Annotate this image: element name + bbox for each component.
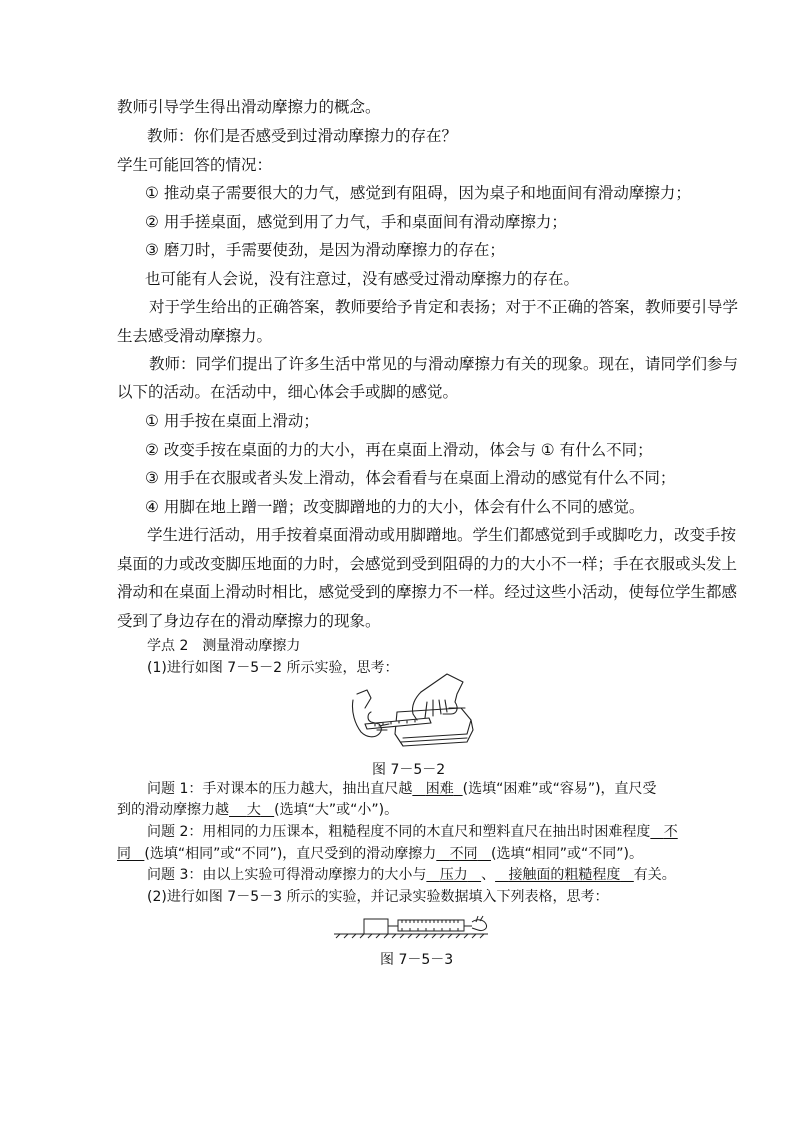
answer-blank — [412, 781, 462, 797]
question-text: (选填“相同”或“不同”)。 — [491, 846, 643, 862]
answer-text: 同 — [117, 846, 131, 862]
question-2-line-2 — [117, 845, 643, 863]
list-item: ③ 用手在衣服或者头发上滑动，体会看看与在桌面上滑动的感觉有什么不同； — [145, 469, 676, 487]
answer-blank — [436, 846, 491, 862]
paragraph: (1)进行如图 7－5－2 所示实验，思考： — [147, 660, 399, 676]
answer-text: 不同 — [449, 846, 478, 862]
paragraph: 教师：你们是否感受到过滑动摩擦力的存在？ — [147, 127, 458, 145]
question-text: (选填“大”或“小”)。 — [274, 802, 399, 818]
paragraph: (2)进行如图 7－5－3 所示的实验，并记录实验数据填入下列表格，思考： — [147, 889, 609, 905]
section-heading: 学点 2 测量滑动摩擦力 — [147, 638, 301, 654]
answer-blank — [229, 802, 274, 818]
list-item: ② 用手搓桌面，感觉到用了力气，手和桌面间有滑动摩擦力； — [145, 213, 567, 231]
question-text: 有关。 — [633, 867, 676, 883]
answer-text: 不 — [663, 824, 678, 840]
question-1-line-1 — [147, 780, 657, 798]
paragraph: 对于学生给出的正确答案，教师要给予肯定和表扬；对于不正确的答案，教师要引导学 — [149, 298, 739, 316]
paragraph: 学生进行活动，用手按着桌面滑动或用脚蹭地。学生们都感觉到手或脚吃力，改变手按 — [147, 526, 737, 544]
question-2-line-1 — [147, 823, 678, 841]
block-spring-scale-illustration — [332, 910, 492, 942]
list-item: ① 用手按在桌面上滑动； — [145, 412, 319, 430]
list-item: ④ 用脚在地上蹭一蹭；改变脚蹭地的力的大小，体会有什么不同的感觉。 — [145, 498, 645, 516]
paragraph: 也可能有人会说，没有注意过，没有感受过滑动摩擦力的存在。 — [145, 270, 580, 288]
answer-text: 压力 — [439, 867, 468, 883]
question-text: 到的滑动摩擦力越 — [117, 802, 229, 818]
question-text: 问题 1：手对课本的压力越大，抽出直尺越 — [147, 781, 413, 797]
list-item: ③ 磨刀时，手需要使劲，是因为滑动摩擦力的存在； — [145, 241, 505, 259]
list-item: ② 改变手按在桌面的力的大小，再在桌面上滑动，体会与 ① 有什么不同； — [145, 441, 653, 459]
figure-caption: 图 7－5－2 — [372, 762, 446, 778]
question-text: 问题 2：用相同的力压课本，粗糙程度不同的木直尺和塑料直尺在抽出时困难程度 — [147, 824, 651, 840]
paragraph: 受到了身边存在的滑动摩擦力的现象。 — [117, 612, 381, 630]
answer-blank — [495, 867, 634, 883]
paragraph: 以下的活动。在活动中，细心体会手或脚的感觉。 — [117, 383, 459, 401]
list-item: ① 推动桌子需要很大的力气，感觉到有阻碍，因为桌子和地面间有滑动摩擦力； — [145, 184, 691, 202]
question-text: (选填“相同”或“不同”)，直尺受到的滑动摩擦力 — [144, 846, 437, 862]
answer-blank — [426, 867, 481, 883]
paragraph: 教师：同学们提出了许多生活中常见的与滑动摩擦力有关的现象。现在，请同学们参与 — [149, 355, 739, 373]
answer-text: 大 — [246, 802, 261, 818]
paragraph: 桌面的力或改变脚压地面的力时，会感觉到受到阻碍的力的大小不一样；手在衣服或头发上 — [117, 555, 738, 573]
figure-caption: 图 7－5－3 — [380, 952, 454, 968]
answer-blank — [650, 824, 677, 840]
paragraph: 教师引导学生得出滑动摩擦力的概念。 — [117, 98, 381, 116]
answer-blank — [117, 846, 144, 862]
separator: 、 — [481, 867, 496, 883]
question-3 — [147, 866, 676, 884]
question-1-line-2 — [117, 801, 398, 819]
question-text: (选填“困难”或“容易”)，直尺受 — [462, 781, 657, 797]
paragraph: 生去感受滑动摩擦力。 — [117, 327, 273, 345]
question-text: 问题 3：由以上实验可得滑动摩擦力的大小与 — [147, 867, 427, 883]
paragraph: 学生可能回答的情况： — [117, 156, 273, 174]
answer-text: 困难 — [425, 781, 454, 797]
hand-book-ruler-illustration — [345, 668, 475, 750]
answer-text: 接触面的粗糙程度 — [508, 867, 621, 883]
paragraph: 滑动和在桌面上滑动时相比，感觉受到的摩擦力不一样。经过这些小活动，使每位学生都感 — [117, 583, 738, 601]
